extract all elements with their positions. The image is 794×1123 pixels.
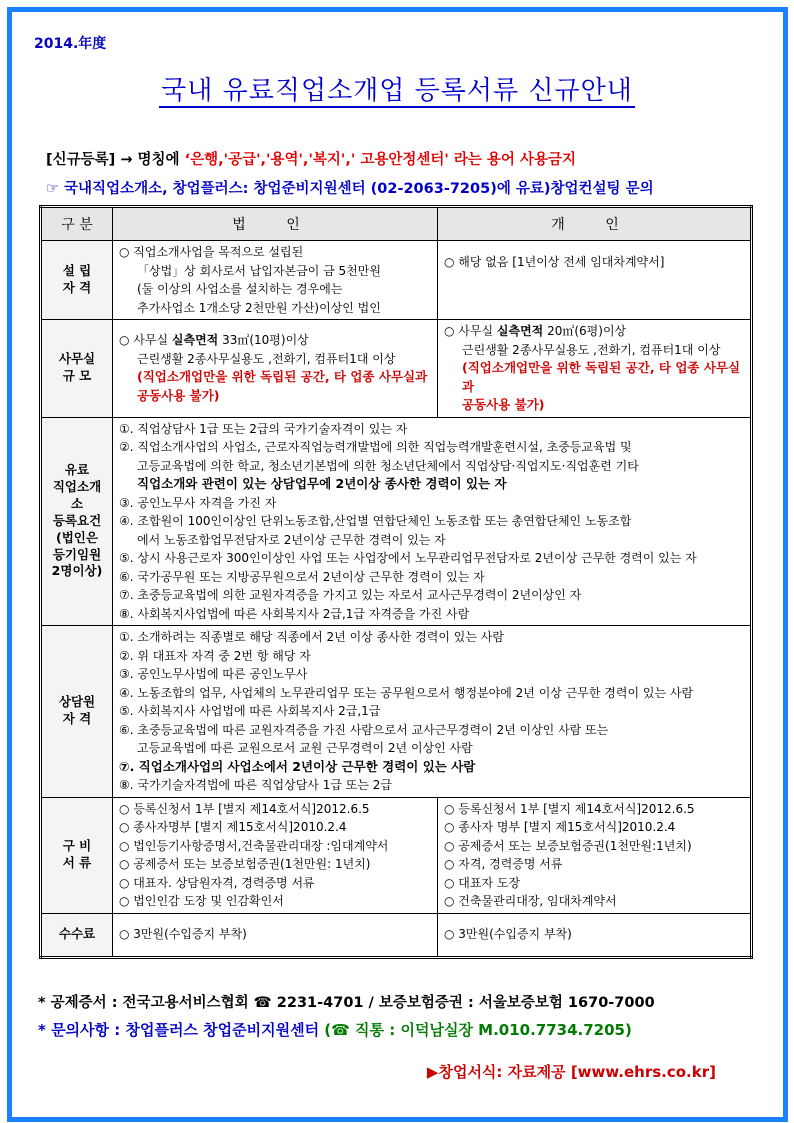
list-item: ⑧. 사회복지사업법에 따른 사회복지사 2급,1급 자격증을 가진 사람 [119,606,470,621]
list-item: 에서 노동조합업무전담자로 2년이상 근무한 경력이 있는 자 [137,532,446,547]
counselor-list [113,626,752,798]
contact-phone: (☎ 직통 : 이덕남실장 M.010.7734.7205) [324,1021,632,1039]
text-line: 근린생활 2종사무실용도 ,전화기, 컴퓨터1대 이상 [137,351,396,366]
notice-prefix: [신규등록] → 명칭에 [46,152,185,168]
text-line [444,322,744,341]
consulting-notice: ☞ 국내직업소개소, 창업플러스: 창업준비지원센터 (02-2063-7205)에 유료)창업컨설팅 문의 [46,181,654,197]
row-requirements [41,417,752,626]
list-item: ○ 공제증서 또는 보증보험증권(1천만원: 1년치) [119,857,371,871]
list-item: 고등교육법에 따른 교원으로서 교원 근무경력이 2년 이상인 사람 [137,741,473,755]
category-setup: 설 립 자 격 [41,241,113,320]
list-item: ○ 건축물관리대장, 임대차계약서 [444,894,617,908]
notice-forbidden-terms: ‘은행,'공급','용역','복지',' 고용안정센터' 라는 용어 사용금지 [184,152,577,168]
text-line: 「상법」상 회사로서 납입자본금이 금 5천만원 [137,263,381,278]
category-fee: 수수료 [41,913,113,957]
row-counselor [41,626,752,798]
category-office: 사무실 규 모 [41,320,113,418]
row-fee [41,913,752,957]
list-item: ③. 공인노무사법에 따른 공인노무사 [119,667,308,681]
fee-corporation: ○ 3만원(수입증지 부착) [113,913,438,957]
list-item: ○ 대표자. 상담원자격, 경력증명 서류 [119,875,315,890]
header-individual: 개 인 [438,207,752,241]
fee-individual: ○ 3만원(수입증지 부착) [438,913,752,957]
list-item: 고등교육법에 의한 학교, 청소년기본법에 의한 청소년단체에서 직업상담·직업지도·직업훈련 기타 [137,458,639,473]
list-item: ②. 직업소개사업의 사업소, 근로자직업능력개발법에 의한 직업능력개발훈련시설, 초중등교육법 및 [119,440,632,454]
footer-guarantee-info: * 공제증서 : 전국고용서비스협회 ☎ 2231-4701 / 보증보험증권 : 서울보증보험 1670-7000 [38,995,655,1011]
list-item: ⑧. 국가기술자격법에 따른 직업상담사 1급 또는 2급 [119,778,392,792]
text-bold: 실측면적 [496,324,544,338]
header-corporation: 법 인 [113,207,438,241]
list-item: ⑦. 초중등교육법에 의한 교원자격증을 가지고 있는 자로서 교사근무경력이 2년이상인 자 [119,588,582,602]
text-span: 20㎡(6평)이상 [543,324,627,338]
header-category: 구 분 [41,207,113,241]
text-line: 공동사용 불가) [137,387,220,403]
list-item: ○ 종사자 명부 [별지 제15호서식]2010.2.4 [444,820,676,834]
text-line: 추가사업소 1개소당 2천만원 가산)이상인 법인 [137,300,381,315]
list-item: ○ 종사자명부 [별지 제15호서식]2010.2.4 [119,820,347,834]
list-item: 직업소개와 관련이 있는 상담업무에 2년이상 종사한 경력이 있는 자 [137,476,507,491]
text-span: 33㎡(10평)이상 [218,333,309,348]
list-item: ②. 위 대표자 자격 중 2번 항 해당 자 [119,648,311,663]
list-item: ⑦. 직업소개사업의 사업소에서 2년이상 근무한 경력이 있는 사람 [119,758,476,774]
row-documents [41,797,752,913]
category-counselor: 상담원 자 격 [41,626,113,798]
list-item: ①. 직업상담사 1급 또는 2급의 국가기술자격이 있는 자 [119,421,408,436]
documents-corporation [113,797,438,913]
list-item: ⑥. 국가공무원 또는 지방공무원으로서 2년이상 근무한 경력이 있는 자 [119,569,485,584]
documents-individual [438,797,752,913]
list-item: ○ 대표자 도장 [444,875,521,890]
text-line: (둘 이상의 사업소를 설치하는 경우에는 [137,282,343,296]
text-line: 공동사용 불가) [462,397,545,412]
office-corporation [113,320,438,418]
text-span: ○ 사무실 [119,333,172,348]
footer-source-link[interactable]: ▶창업서식: 자료제공 [www.ehrs.co.kr] [426,1063,716,1081]
setup-corporation [113,241,438,320]
list-item: ①. 소개하려는 직종별로 해당 직종에서 2년 이상 종사한 경력이 있는 사람 [119,630,504,644]
contact-prefix: * 문의사항 : 창업플러스 창업준비지원센터 [38,1021,325,1039]
footer-contact-info [38,1019,632,1040]
text-line: 근린생활 2종사무실용도 ,전화기, 컴퓨터1대 이상 [462,342,721,357]
list-item: ○ 등록신청서 1부 [별지 제14호서식]2012.6.5 [444,801,695,816]
list-item: ⑤. 사회복지사 사업법에 따른 사회복지사 2급,1급 [119,704,381,718]
text-bold: 실측면적 [171,333,219,348]
list-item: ③. 공인노무사 자격을 가진 자 [119,495,277,510]
registration-notice [46,148,576,169]
setup-individual: ○ 해당 없음 [1년이상 전세 임대차계약서] [438,241,752,320]
year-label: 2014.年度 [34,36,107,52]
list-item: ○ 법인등기사항증명서,건축물관리대장 :임대계약서 [119,838,389,853]
office-individual [438,320,752,418]
requirements-list [113,417,752,626]
text-line: (직업소개업만을 위한 독립된 공간, 타 업종 사무실과 [462,360,741,394]
list-item: ○ 등록신청서 1부 [별지 제14호서식]2012.6.5 [119,801,370,816]
list-item: ○ 법인인감 도장 및 인감확인서 [119,894,284,908]
page-title-text: 국내 유료직업소개업 등록서류 신규안내 [161,76,633,106]
text-line: (직업소개업만을 위한 독립된 공간, 타 업종 사무실과 [137,369,428,385]
list-item: ○ 공제증서 또는 보증보험증권(1천만원:1년치) [444,838,692,853]
text-line: ○ 직업소개사업을 목적으로 설립된 [119,245,304,259]
category-requirements: 유료 직업소개 소 등록요건 (법인은 등기임원 2명이상) [41,417,113,626]
list-item: ④. 노동조합의 업무, 사업체의 노무관리업무 또는 공무원으로서 행정분야에 2년 이상 근무한 경력이 있는 사람 [119,685,694,700]
list-item: ⑤. 상시 사용근로자 300인이상인 사업 또는 사업장에서 노무관리업무전담자로 2년이상 근무한 경력이 있는 자 [119,551,697,565]
row-office [41,320,752,418]
page-title [0,70,794,107]
text-line [119,331,431,350]
requirements-table [39,205,753,959]
list-item: ④. 조합원이 100인이상인 단위노동조합,산업별 연합단체인 노동조합 또는 총연합단체인 노동조합 [119,514,632,528]
list-item: ○ 자격, 경력증명 서류 [444,857,563,871]
table-header-row [41,207,752,241]
row-setup [41,241,752,320]
text-span: ○ 사무실 [444,324,497,338]
list-item: ⑥. 초중등교육법에 따른 교원자격증을 가진 사람으로서 교사근무경력이 2년 이상인 사람 또는 [119,722,609,737]
category-documents: 구 비 서 류 [41,797,113,913]
